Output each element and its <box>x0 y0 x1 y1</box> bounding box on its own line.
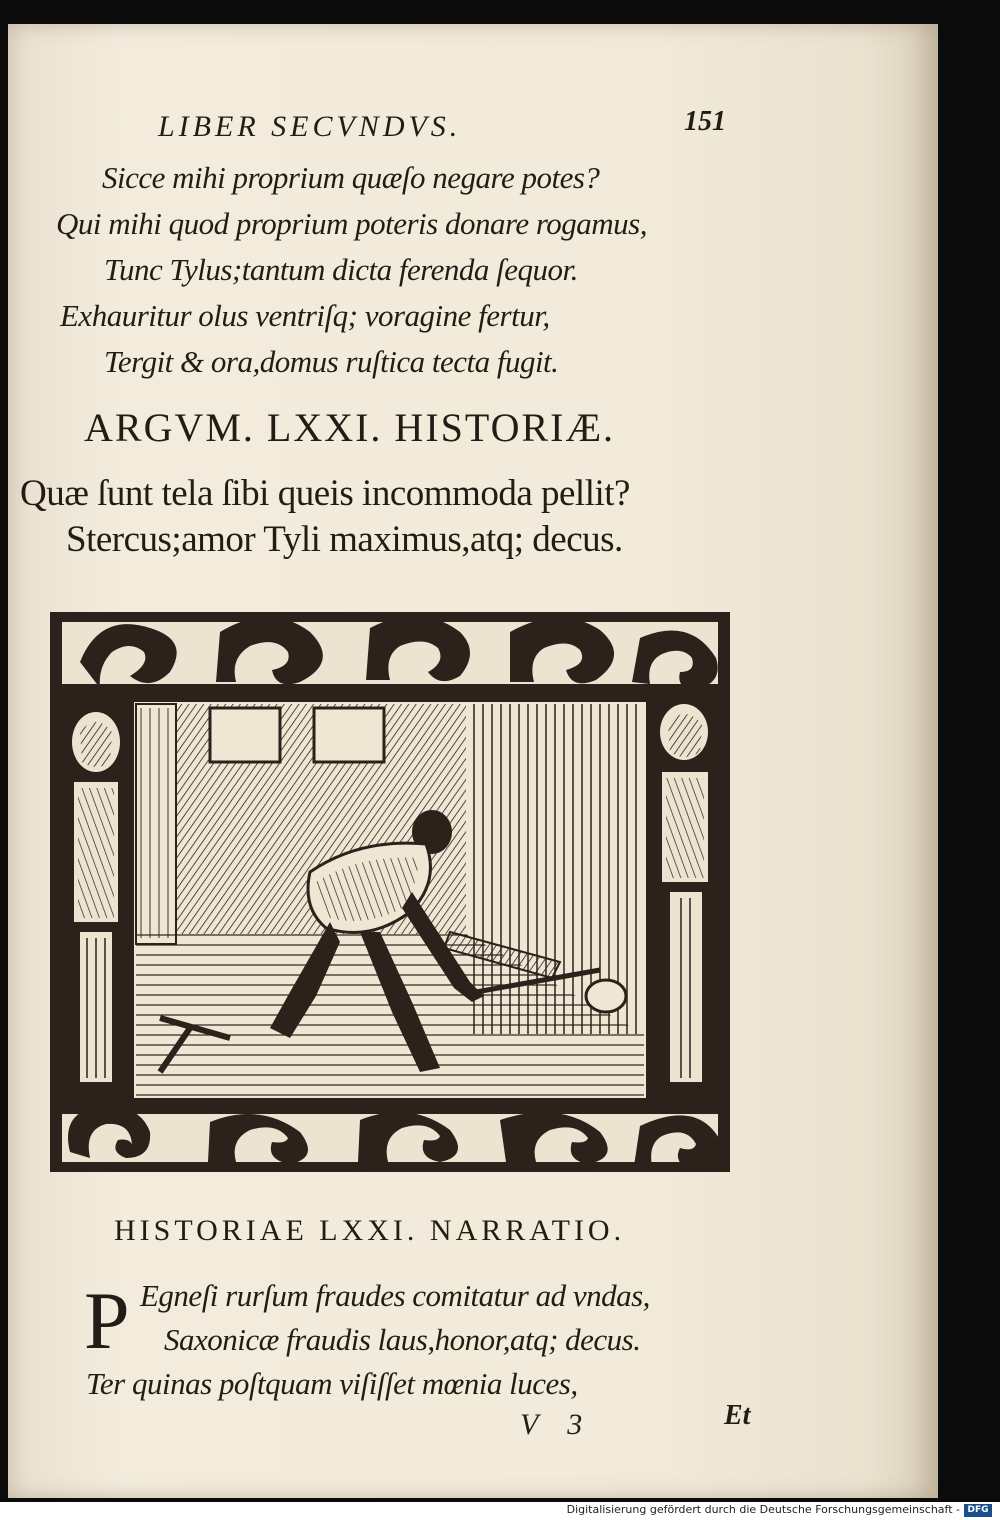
running-head: LIBER SECVNDVS. <box>158 110 462 143</box>
page-number: 151 <box>684 106 726 137</box>
signature-mark: V 3 <box>520 1408 583 1441</box>
verse-line: Tunc Tylus;tantum dicta ferenda ſequor. <box>104 252 578 287</box>
book-page <box>8 24 938 1498</box>
verse-line: Qui mihi quod proprium poteris donare rogamus, <box>56 206 647 241</box>
footer-credit: Digitalisierung gefördert durch die Deutsche Forschungsgemeinschaft - <box>566 1503 960 1516</box>
narratio-line: Egneſi rurſum fraudes comitatur ad vndas, <box>140 1278 650 1313</box>
narratio-line: Ter quinas poſtquam viſiſſet mœnia luces, <box>86 1366 578 1401</box>
verse-line: Sicce mihi proprium quæſo negare potes? <box>102 160 600 195</box>
argument-line: Quæ ſunt tela ſibi queis incommoda pellit? <box>20 473 630 514</box>
woodcut-illustration <box>40 592 740 1192</box>
catchword: Et <box>724 1400 751 1431</box>
argument-line: Stercus;amor Tyli maximus,atq; decus. <box>66 519 623 560</box>
drop-cap-initial: P <box>84 1275 130 1366</box>
interior-scene <box>132 700 648 1100</box>
argument-heading: ARGVM. LXXI. HISTORIÆ. <box>84 405 616 450</box>
narratio-heading: HISTORIAE LXXI. NARRATIO. <box>114 1214 626 1247</box>
verse-line: Tergit & ora,domus ruſtica tecta fugit. <box>104 344 559 379</box>
verse-line: Exhauritur olus ventriſq; voragine fertur, <box>60 298 550 333</box>
narratio-line: Saxonicæ fraudis laus,honor,atq; decus. <box>164 1322 641 1357</box>
dfg-logo: DFG <box>964 1504 992 1517</box>
